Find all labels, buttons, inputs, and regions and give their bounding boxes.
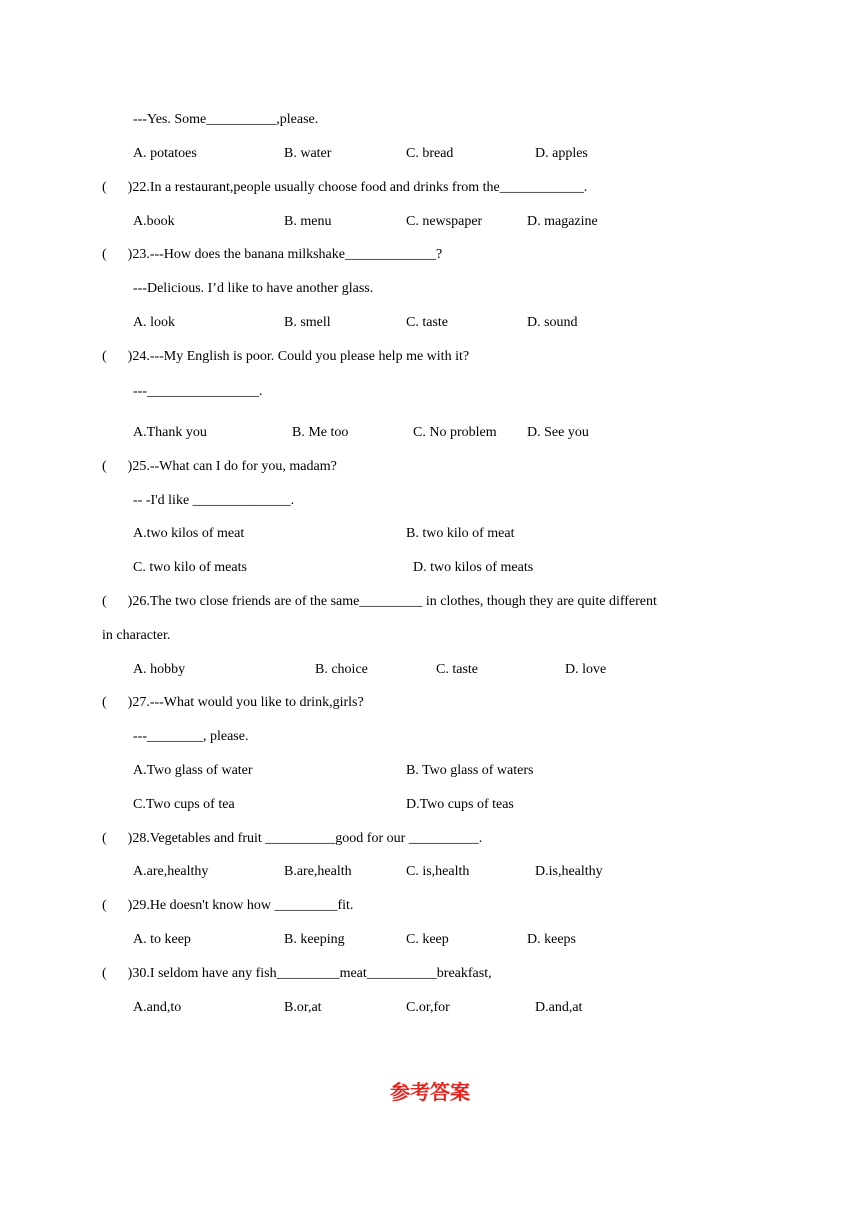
- q22-option-c: C. newspaper: [406, 214, 483, 229]
- q22-option-d: D. magazine: [527, 214, 598, 229]
- q27-prompt: ( )27.---What would you like to drink,girls?: [102, 695, 364, 710]
- q25-reply: -- -I'd like ______________.: [133, 493, 295, 508]
- q23-option-d: D. sound: [527, 315, 578, 330]
- q30-option-c: C.or,for: [406, 1000, 450, 1015]
- q21-option-a: A. potatoes: [133, 146, 197, 161]
- q23-prompt: ( )23.---How does the banana milkshake_____________?: [102, 247, 443, 262]
- q26-option-b: B. choice: [315, 662, 368, 677]
- q30-option-d: D.and,at: [535, 1000, 583, 1015]
- q22-option-b: B. menu: [284, 214, 332, 229]
- q23-option-b: B. smell: [284, 315, 331, 330]
- q27-option-b: B. Two glass of waters: [406, 763, 534, 778]
- q23-option-a: A. look: [133, 315, 175, 330]
- q26-option-c: C. taste: [436, 662, 478, 677]
- q26-prompt-continued: in character.: [102, 628, 171, 643]
- q27-option-c: C.Two cups of tea: [133, 797, 235, 812]
- q28-prompt: ( )28.Vegetables and fruit __________good for our __________.: [102, 831, 483, 846]
- q30-option-a: A.and,to: [133, 1000, 182, 1015]
- q24-option-c: C. No problem: [413, 425, 497, 440]
- q24-option-a: A.Thank you: [133, 425, 207, 440]
- q26-option-a: A. hobby: [133, 662, 186, 677]
- q29-option-d: D. keeps: [527, 932, 576, 947]
- q21-option-b: B. water: [284, 146, 332, 161]
- q25-option-c: C. two kilo of meats: [133, 560, 247, 575]
- q27-reply: ---________, please.: [133, 729, 249, 744]
- q24-option-b: B. Me too: [292, 425, 349, 440]
- q24-prompt: ( )24.---My English is poor. Could you please help me with it?: [102, 349, 470, 364]
- q27-option-d: D.Two cups of teas: [406, 797, 514, 812]
- q30-prompt: ( )30.I seldom have any fish_________meat__________breakfast,: [102, 966, 492, 981]
- q25-option-d: D. two kilos of meats: [413, 560, 534, 575]
- q29-option-b: B. keeping: [284, 932, 345, 947]
- q26-prompt: ( )26.The two close friends are of the same_________ in clothes, though they are quite different: [102, 594, 657, 609]
- q21-option-c: C. bread: [406, 146, 454, 161]
- q29-option-a: A. to keep: [133, 932, 191, 947]
- q24-option-d: D. See you: [527, 425, 589, 440]
- q30-option-b: B.or,at: [284, 1000, 322, 1015]
- q25-option-b: B. two kilo of meat: [406, 526, 515, 541]
- q22-prompt: ( )22.In a restaurant,people usually choose food and drinks from the____________.: [102, 180, 588, 195]
- q23-option-c: C. taste: [406, 315, 448, 330]
- q28-option-d: D.is,healthy: [535, 864, 603, 879]
- q21-option-d: D. apples: [535, 146, 588, 161]
- q27-option-a: A.Two glass of water: [133, 763, 253, 778]
- q23-reply: ---Delicious. I’d like to have another glass.: [133, 281, 374, 296]
- q26-option-d: D. love: [565, 662, 607, 677]
- q28-option-c: C. is,health: [406, 864, 470, 879]
- q28-option-a: A.are,healthy: [133, 864, 209, 879]
- q28-option-b: B.are,health: [284, 864, 352, 879]
- q25-option-a: A.two kilos of meat: [133, 526, 245, 541]
- q24-reply: ---________________.: [133, 384, 263, 399]
- answer-key-title: 参考答案: [390, 1080, 470, 1104]
- q21-reply: ---Yes. Some__________,please.: [133, 112, 319, 127]
- q22-option-a: A.book: [133, 214, 175, 229]
- q29-prompt: ( )29.He doesn't know how _________fit.: [102, 898, 354, 913]
- q25-prompt: ( )25.--What can I do for you, madam?: [102, 459, 337, 474]
- q29-option-c: C. keep: [406, 932, 449, 947]
